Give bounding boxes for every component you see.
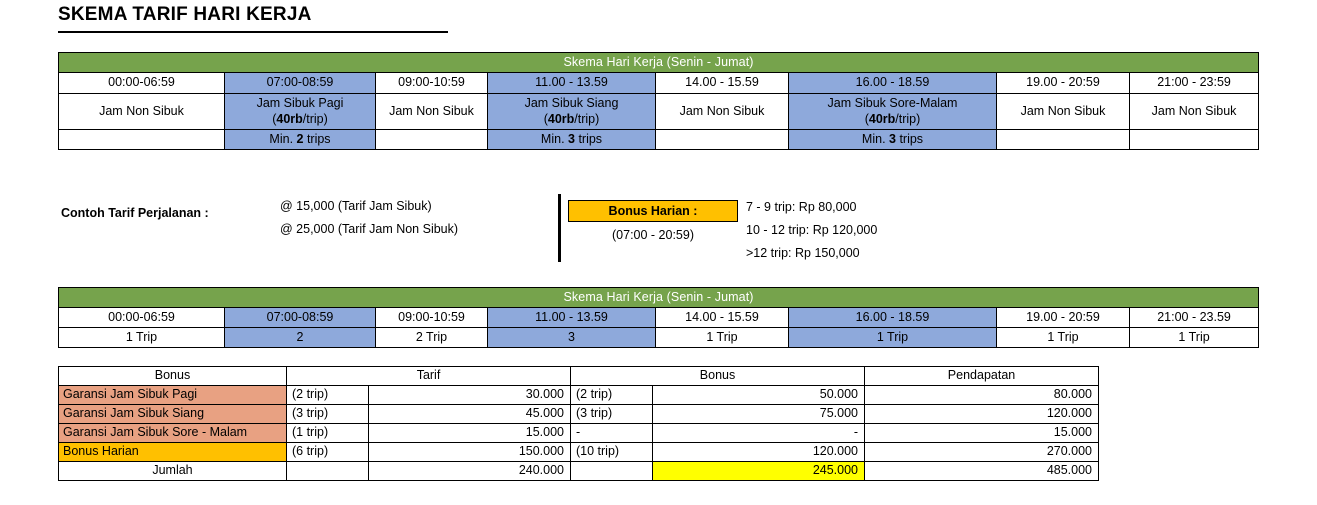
table-row [59, 424, 1099, 443]
t3-row3-pendapatan: 270.000 [865, 443, 1099, 462]
t3-row2-tarif-note: (1 trip) [287, 424, 369, 443]
t2-trips-1: 2 [225, 328, 376, 348]
t3-row3-label: Bonus Harian [59, 443, 287, 462]
bonus-tier-0: 7 - 9 trip: Rp 80,000 [746, 200, 857, 214]
t3-row0-tarif-value: 30.000 [369, 386, 571, 405]
t3-row2-bonus-value: - [653, 424, 865, 443]
table3-header-row [59, 367, 1099, 386]
t1-label-2: Jam Non Sibuk [376, 94, 488, 130]
t2-time-3: 11.00 - 13.59 [488, 308, 656, 328]
weekday-scheme-table [58, 52, 1259, 150]
table1-min-row [59, 130, 1259, 150]
bonus-tier-1: 10 - 12 trip: Rp 120,000 [746, 223, 878, 237]
t3-row0-tarif-note: (2 trip) [287, 386, 369, 405]
example-fare-non-sibuk: @ 25,000 (Tarif Jam Non Sibuk) [280, 222, 459, 236]
t2-time-4: 14.00 - 15.59 [656, 308, 789, 328]
page-title: SKEMA TARIF HARI KERJA [58, 4, 312, 25]
t3-row2-bonus-note: - [571, 424, 653, 443]
t3-row2-tarif-value: 15.000 [369, 424, 571, 443]
t1-label-6: Jam Non Sibuk [997, 94, 1130, 130]
t1-label-4: Jam Non Sibuk [656, 94, 789, 130]
table3-total-row [59, 462, 1099, 481]
t2-time-5: 16.00 - 18.59 [789, 308, 997, 328]
t3-total-label: Jumlah [59, 462, 287, 481]
table2-trips-row [59, 328, 1259, 348]
bonus-tier-2: >12 trip: Rp 150,000 [746, 246, 860, 260]
t3-row1-tarif-note: (3 trip) [287, 405, 369, 424]
t2-trips-5: 1 Trip [789, 328, 997, 348]
t2-trips-2: 2 Trip [376, 328, 488, 348]
bonus-summary-table [58, 366, 1099, 481]
t2-time-2: 09:00-10:59 [376, 308, 488, 328]
t1-label-7: Jam Non Sibuk [1130, 94, 1259, 130]
t2-trips-6: 1 Trip [997, 328, 1130, 348]
daily-bonus-time: (07:00 - 20:59) [612, 228, 694, 242]
t3-head-tarif: Tarif [287, 367, 571, 386]
t1-time-7: 21:00 - 23:59 [1130, 73, 1259, 94]
t1-min-0 [59, 130, 225, 150]
t1-min-4 [656, 130, 789, 150]
t1-time-0: 00:00-06:59 [59, 73, 225, 94]
table-row [59, 386, 1099, 405]
table2-header-row [59, 288, 1259, 308]
table1-header: Skema Hari Kerja (Senin - Jumat) [59, 53, 1259, 73]
t3-total-bonus-blank [571, 462, 653, 481]
t3-row3-tarif-note: (6 trip) [287, 443, 369, 462]
t1-time-4: 14.00 - 15.59 [656, 73, 789, 94]
t3-row0-label: Garansi Jam Sibuk Pagi [59, 386, 287, 405]
t1-rate-5: (40rb/trip) [864, 111, 921, 126]
t1-min-3: Min. 3 trips [488, 130, 656, 150]
t3-head-bonus-label: Bonus [59, 367, 287, 386]
t1-label-1 [225, 94, 376, 130]
t1-min-1: Min. 2 trips [225, 130, 376, 150]
t3-row2-label: Garansi Jam Sibuk Sore - Malam [59, 424, 287, 443]
example-fare-sibuk: @ 15,000 (Tarif Jam Sibuk) [280, 199, 432, 213]
t2-time-0: 00:00-06:59 [59, 308, 225, 328]
t1-label-3-text: Jam Sibuk Siang [524, 96, 619, 110]
table1-time-row [59, 73, 1259, 94]
t2-time-6: 19.00 - 20:59 [997, 308, 1130, 328]
t3-row1-bonus-value: 75.000 [653, 405, 865, 424]
t3-total-tarif-value: 240.000 [369, 462, 571, 481]
t2-time-7: 21:00 - 23.59 [1130, 308, 1259, 328]
table2-time-row [59, 308, 1259, 328]
t3-row0-pendapatan: 80.000 [865, 386, 1099, 405]
title-underline [58, 31, 448, 33]
t3-total-pendapatan: 485.000 [865, 462, 1099, 481]
t1-label-3 [488, 94, 656, 130]
t2-trips-4: 1 Trip [656, 328, 789, 348]
t1-time-6: 19.00 - 20:59 [997, 73, 1130, 94]
t3-total-bonus-value: 245.000 [653, 462, 865, 481]
t3-row0-bonus-note: (2 trip) [571, 386, 653, 405]
t3-row3-bonus-note: (10 trip) [571, 443, 653, 462]
t3-row1-tarif-value: 45.000 [369, 405, 571, 424]
vertical-divider [558, 194, 561, 262]
t2-trips-3: 3 [488, 328, 656, 348]
t2-trips-0: 1 Trip [59, 328, 225, 348]
t1-label-1-text: Jam Sibuk Pagi [256, 96, 344, 110]
table1-header-row [59, 53, 1259, 73]
t3-total-tarif-blank [287, 462, 369, 481]
t1-time-5: 16.00 - 18.59 [789, 73, 997, 94]
t1-min-7 [1130, 130, 1259, 150]
t3-row3-bonus-value: 120.000 [653, 443, 865, 462]
t1-label-0: Jam Non Sibuk [59, 94, 225, 130]
example-fares [280, 199, 458, 245]
page-title-block [58, 4, 448, 33]
daily-bonus-title: Bonus Harian : [568, 200, 738, 222]
table-row [59, 405, 1099, 424]
t3-head-pendapatan: Pendapatan [865, 367, 1099, 386]
t1-time-1: 07:00-08:59 [225, 73, 376, 94]
t3-row1-label: Garansi Jam Sibuk Siang [59, 405, 287, 424]
t3-row1-pendapatan: 120.000 [865, 405, 1099, 424]
t1-min-2 [376, 130, 488, 150]
t1-min-6 [997, 130, 1130, 150]
t1-label-5 [789, 94, 997, 130]
table-row [59, 443, 1099, 462]
daily-bonus-tiers [746, 200, 877, 269]
t1-min-5: Min. 3 trips [789, 130, 997, 150]
t3-row0-bonus-value: 50.000 [653, 386, 865, 405]
t3-row2-pendapatan: 15.000 [865, 424, 1099, 443]
t1-label-5-text: Jam Sibuk Sore-Malam [827, 96, 958, 110]
example-label: Contoh Tarif Perjalanan : [61, 206, 209, 220]
t1-time-2: 09:00-10:59 [376, 73, 488, 94]
t1-rate-3: (40rb/trip) [543, 111, 600, 126]
t1-time-3: 11.00 - 13.59 [488, 73, 656, 94]
table1-label-row [59, 94, 1259, 130]
t3-row3-tarif-value: 150.000 [369, 443, 571, 462]
table2-header: Skema Hari Kerja (Senin - Jumat) [59, 288, 1259, 308]
t3-row1-bonus-note: (3 trip) [571, 405, 653, 424]
t1-rate-1: (40rb/trip) [272, 111, 328, 126]
t2-trips-7: 1 Trip [1130, 328, 1259, 348]
t2-time-1: 07:00-08:59 [225, 308, 376, 328]
t3-head-bonus: Bonus [571, 367, 865, 386]
weekday-trip-count-table [58, 287, 1259, 348]
